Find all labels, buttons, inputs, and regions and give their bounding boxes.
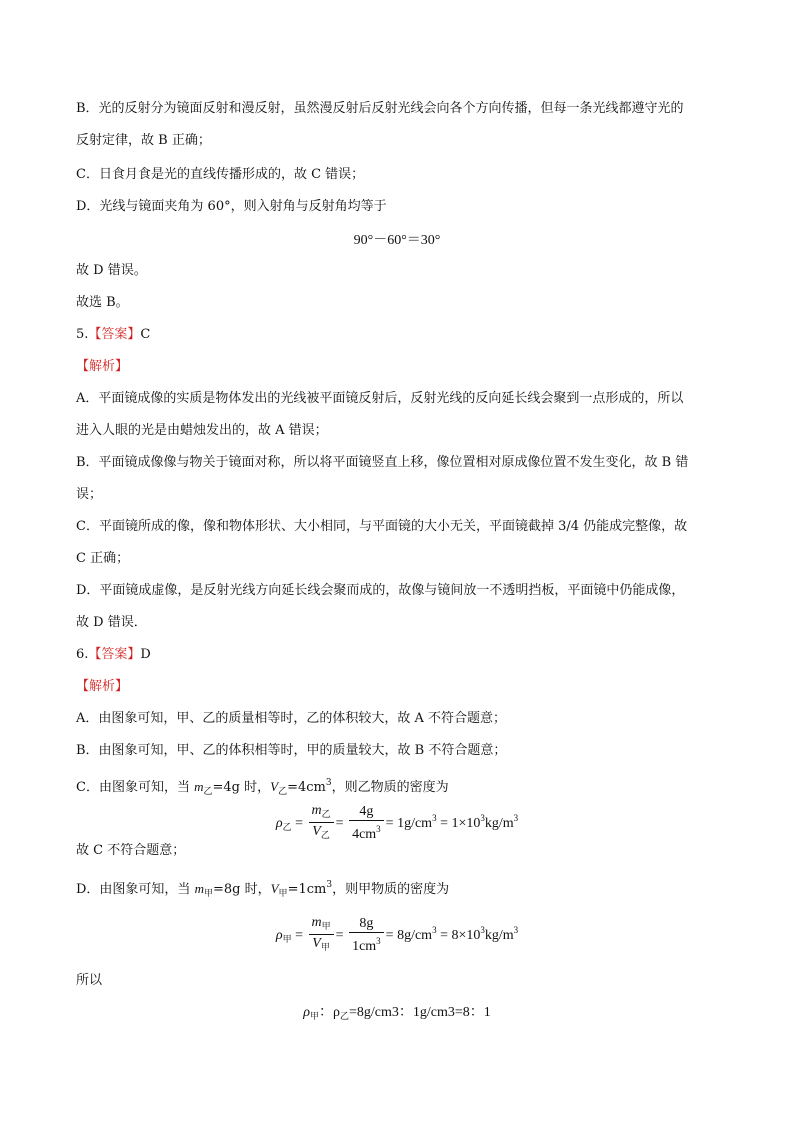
q6-c-text: =4cm [287, 780, 326, 795]
final-choice: 故选 B。 [76, 295, 129, 310]
density-formula-jia: $\rho_甲$ = $\frac{m_甲}{V_甲}$ = $\frac{8g}{1cm^3}$ = $8g/cm^3 = 8\times 10^3kg/m^3$ [275, 915, 519, 955]
q6-d-text: ，则甲物质的密度为 [332, 882, 450, 897]
q6-c-line [76, 774, 449, 801]
superscript: 3 [432, 925, 437, 935]
q5-b-line-1: B．平面镜成像像与物关于镜面对称，所以将平面镜竖直上移，像位置相对原成像位置不发生变化，故 B 错 [76, 455, 689, 470]
superscript: 3 [513, 813, 519, 823]
numerator: 4g [349, 804, 384, 821]
q6-answer-tag: 【答案】 [88, 647, 141, 662]
subscript: 乙 [282, 822, 292, 832]
q5-b-line-2: 误； [76, 487, 103, 502]
q5-c-line-1: C．平面镜所成的像，像和物体形状、大小相同，与平面镜的大小无关，平面镜截掉 3/4 仍能成完整像，故 [76, 519, 688, 534]
ratio-text: ：ρ [318, 1005, 340, 1020]
subscript: 甲 [321, 921, 331, 932]
volume-symbol: V [312, 824, 321, 840]
q5-a-line-2: 进入人眼的光是由蜡烛发出的，故 A 错误； [76, 423, 328, 438]
option-d-conclusion: 故 D 错误。 [76, 263, 147, 278]
q6-c-text: ，则乙物质的密度为 [331, 780, 449, 795]
q6-c-text: =4g 时， [212, 780, 271, 795]
subscript: 乙 [339, 1011, 349, 1021]
q6-answer-line [76, 646, 151, 664]
q6-c-text: C．由图象可知，当 [76, 780, 195, 795]
denominator: 4cm [352, 827, 377, 843]
numerator: 8g [349, 916, 384, 933]
superscript: 3 [513, 925, 519, 935]
option-b-line-2: 反射定律，故 B 正确； [76, 133, 211, 148]
q5-answer-line [76, 326, 150, 344]
superscript: 3 [326, 880, 333, 890]
density-formula-yi: $\rho_乙$ = $\frac{m_乙}{V_乙}$ = $\frac{4g}{4cm^3}$ = $1g/cm^3 = 1\times 10^3kg/m^3$ [275, 803, 519, 843]
q5-d-line-1: D．平面镜成虚像，是反射光线方向延长线会聚而成的，故像与镜间放一不透明挡板，平面镜中仍能成像， [76, 583, 685, 598]
subscript: 乙 [203, 787, 213, 797]
superscript: 3 [376, 936, 381, 947]
mass-symbol: m [194, 881, 204, 896]
subscript: 甲 [203, 889, 213, 899]
q5-analysis-tag: 【解析】 [76, 359, 129, 374]
denominator: 1cm [352, 939, 377, 955]
q5-c-line-2: C 正确； [76, 551, 130, 566]
superscript: 3 [325, 778, 332, 788]
option-c-line: C．日食月食是光的直线传播形成的，故 C 错误； [76, 167, 365, 182]
q6-analysis-tag: 【解析】 [76, 679, 129, 694]
volume-symbol: V [270, 881, 279, 896]
superscript: 3 [480, 813, 485, 823]
q6-answer: D [140, 647, 151, 662]
subscript: 乙 [321, 809, 331, 820]
result-value: = 8×10 [436, 928, 481, 943]
so-line: 所以 [76, 973, 103, 988]
volume-symbol: V [312, 936, 321, 952]
result-value: = 1g/cm [385, 816, 433, 831]
q6-number: 6. [76, 647, 89, 662]
q5-number: 5. [76, 327, 89, 342]
option-d-line: D．光线与镜面夹角为 60°，则入射角与反射角均等于 [76, 199, 387, 214]
fraction-values [349, 916, 384, 955]
q5-answer-tag: 【答案】 [88, 327, 141, 342]
subscript: 甲 [278, 889, 288, 899]
subscript: 乙 [278, 787, 288, 797]
mass-symbol: m [194, 779, 204, 794]
fraction-m-over-v [309, 915, 334, 956]
angle-formula: 90°－60°＝30° [353, 233, 441, 248]
q5-answer: C [140, 327, 151, 342]
superscript: 3 [376, 824, 381, 835]
q6-d-text: =8g 时， [212, 882, 271, 897]
option-b-line-1: B．光的反射分为镜面反射和漫反射，虽然漫反射后反射光线会向各个方向传播，但每一条光线都遵守光的 [76, 101, 684, 116]
fraction-values [349, 804, 384, 843]
q5-a-line-1: A．平面镜成像的实质是物体发出的光线被平面镜反射后，反射光线的反向延长线会聚到一点形成的，所以 [76, 391, 684, 406]
superscript: 3 [480, 925, 485, 935]
volume-symbol: V [270, 779, 279, 794]
subscript: 乙 [320, 830, 330, 841]
superscript: 3 [432, 813, 437, 823]
density-ratio [0, 1004, 794, 1025]
subscript: 甲 [309, 1011, 319, 1021]
result-value: = 1×10 [436, 816, 481, 831]
mass-symbol: m [311, 803, 322, 819]
subscript: 甲 [282, 934, 292, 944]
rho-symbol: ρ [303, 1005, 310, 1020]
result-unit: kg/m [484, 816, 514, 831]
q6-d-text: =1cm [287, 882, 327, 897]
mass-symbol: m [311, 915, 322, 931]
ratio-text: =8g/cm3：1g/cm3=8：1 [348, 1005, 491, 1020]
q6-a-line: A．由图象可知，甲、乙的质量相等时，乙的体积较大，故 A 不符合题意； [76, 711, 507, 726]
q5-d-line-2: 故 D 错误． [76, 615, 147, 630]
q6-b-line: B．由图象可知，甲、乙的体积相等时，甲的质量较大，故 B 不符合题意； [76, 743, 507, 758]
rho-symbol: ρ [275, 928, 283, 943]
result-value: = 8g/cm [385, 928, 433, 943]
q6-c-conclusion: 故 C 不符合题意； [76, 843, 186, 858]
result-unit: kg/m [484, 928, 514, 943]
subscript: 甲 [320, 942, 330, 953]
q6-d-text: D．由图象可知，当 [76, 882, 195, 897]
rho-symbol: ρ [275, 816, 283, 831]
fraction-m-over-v [309, 803, 334, 844]
q6-d-line [76, 876, 449, 903]
